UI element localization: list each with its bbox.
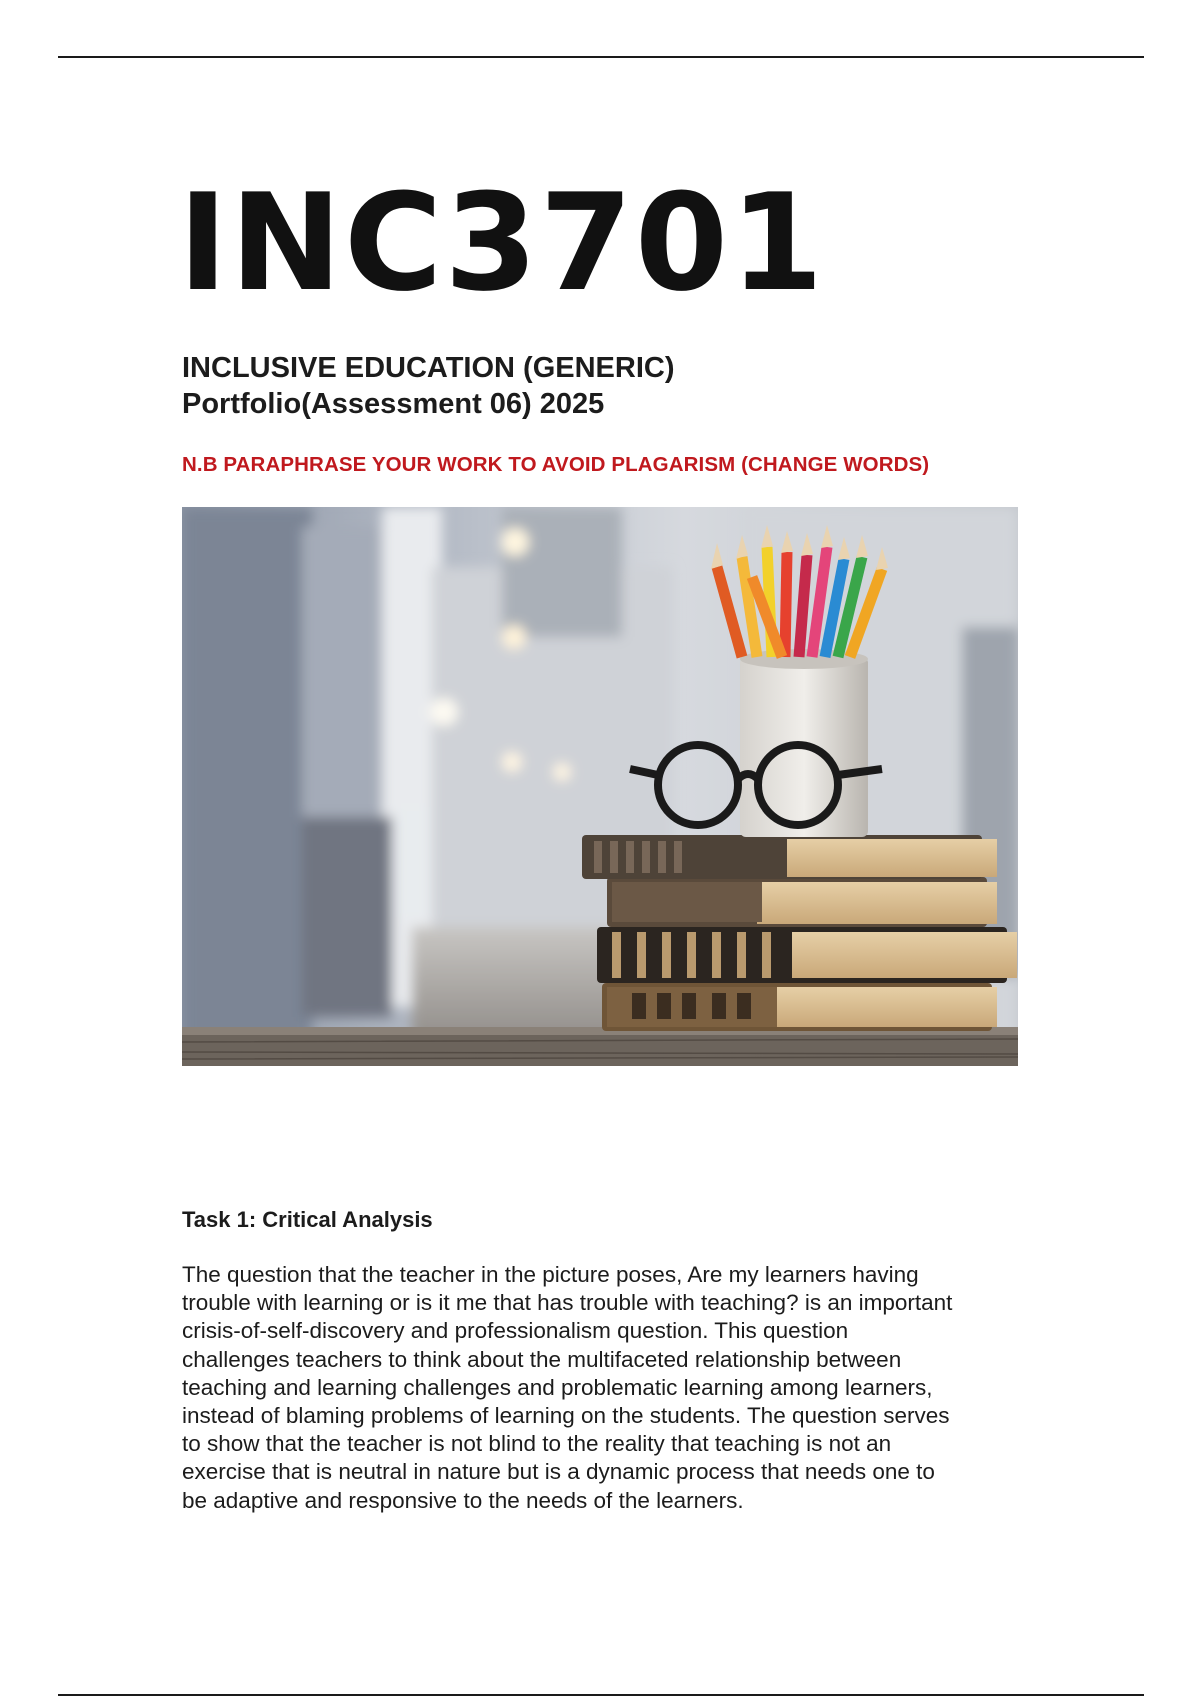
bottom-rule (58, 1694, 1144, 1696)
hero-image (182, 507, 1018, 1066)
task-body (182, 1261, 1032, 1515)
task-body-line: be adaptive and responsive to the needs of the learners. (182, 1487, 744, 1513)
task-body-line: crisis-of-self-discovery and professionalism question. This question (182, 1318, 849, 1344)
course-code: INC3701 (178, 165, 826, 321)
course-title (182, 350, 674, 422)
course-title-line-2: Portfolio(Assessment 06) 2025 (182, 388, 605, 420)
task-body-line: trouble with learning or is it me that has trouble with teaching? is an important (182, 1290, 953, 1316)
task-body-line: exercise that is neutral in nature but is a dynamic process that needs one to (182, 1459, 935, 1485)
task-body-line: teaching and learning challenges and problematic learning among learners, (182, 1374, 933, 1400)
plagiarism-notice: N.B PARAPHRASE YOUR WORK TO AVOID PLAGARISM (CHANGE WORDS) (182, 453, 930, 476)
task-body-line: The question that the teacher in the picture poses, Are my learners having (182, 1262, 919, 1287)
task-body-line: to show that the teacher is not blind to the reality that teaching is not an (182, 1431, 892, 1457)
task-body-line: instead of blaming problems of learning on the students. The question serves (182, 1403, 950, 1429)
task-heading: Task 1: Critical Analysis (182, 1207, 433, 1232)
task-body-line: challenges teachers to think about the multifaceted relationship between (182, 1346, 902, 1372)
course-title-line-1: INCLUSIVE EDUCATION (GENERIC) (182, 352, 675, 384)
top-rule (58, 56, 1144, 58)
